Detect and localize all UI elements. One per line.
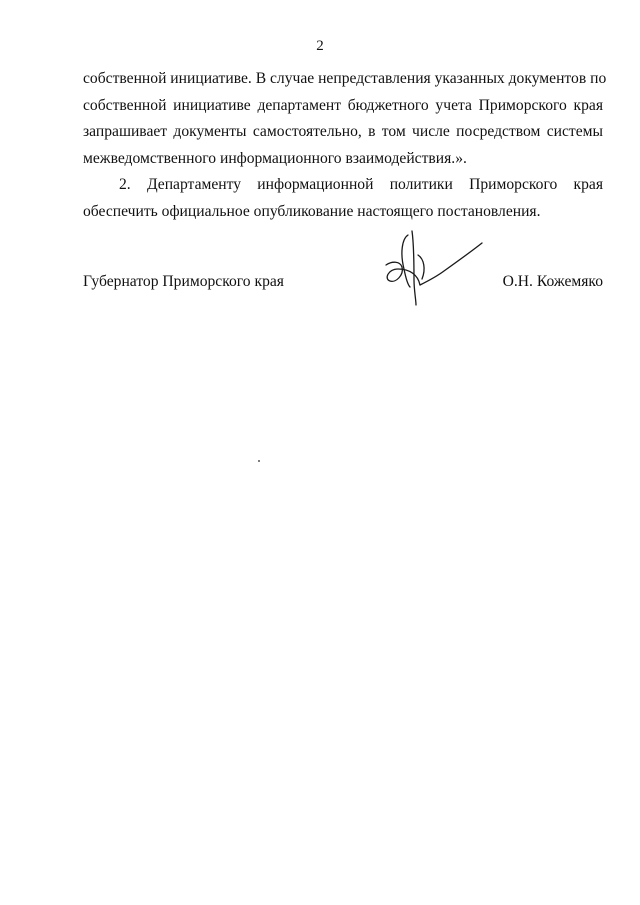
signatory-name: О.Н. Кожемяко — [502, 273, 603, 290]
paragraph1-line: собственной инициативе департамент бюджетного учета Приморского края — [83, 96, 603, 114]
page-number: 2 — [316, 38, 324, 54]
paragraph1-line: запрашивает документы самостоятельно, в том числе посредством системы — [83, 123, 603, 140]
paragraph2-line: обеспечить официальное опубликование настоящего постановления. — [83, 202, 541, 220]
speck — [258, 460, 260, 462]
paragraph2-line: 2. Департаменту информационной политики Приморского края — [119, 176, 603, 193]
signatory-title: Губернатор Приморского края — [83, 273, 284, 290]
handwritten-signature — [378, 225, 488, 310]
paragraph1-line: собственной инициативе. В случае непредставления указанных документов по — [83, 70, 607, 87]
signature-row — [83, 273, 603, 295]
paragraph1-line: межведомственного информационного взаимодействия.». — [83, 149, 467, 167]
body-text — [83, 66, 607, 225]
